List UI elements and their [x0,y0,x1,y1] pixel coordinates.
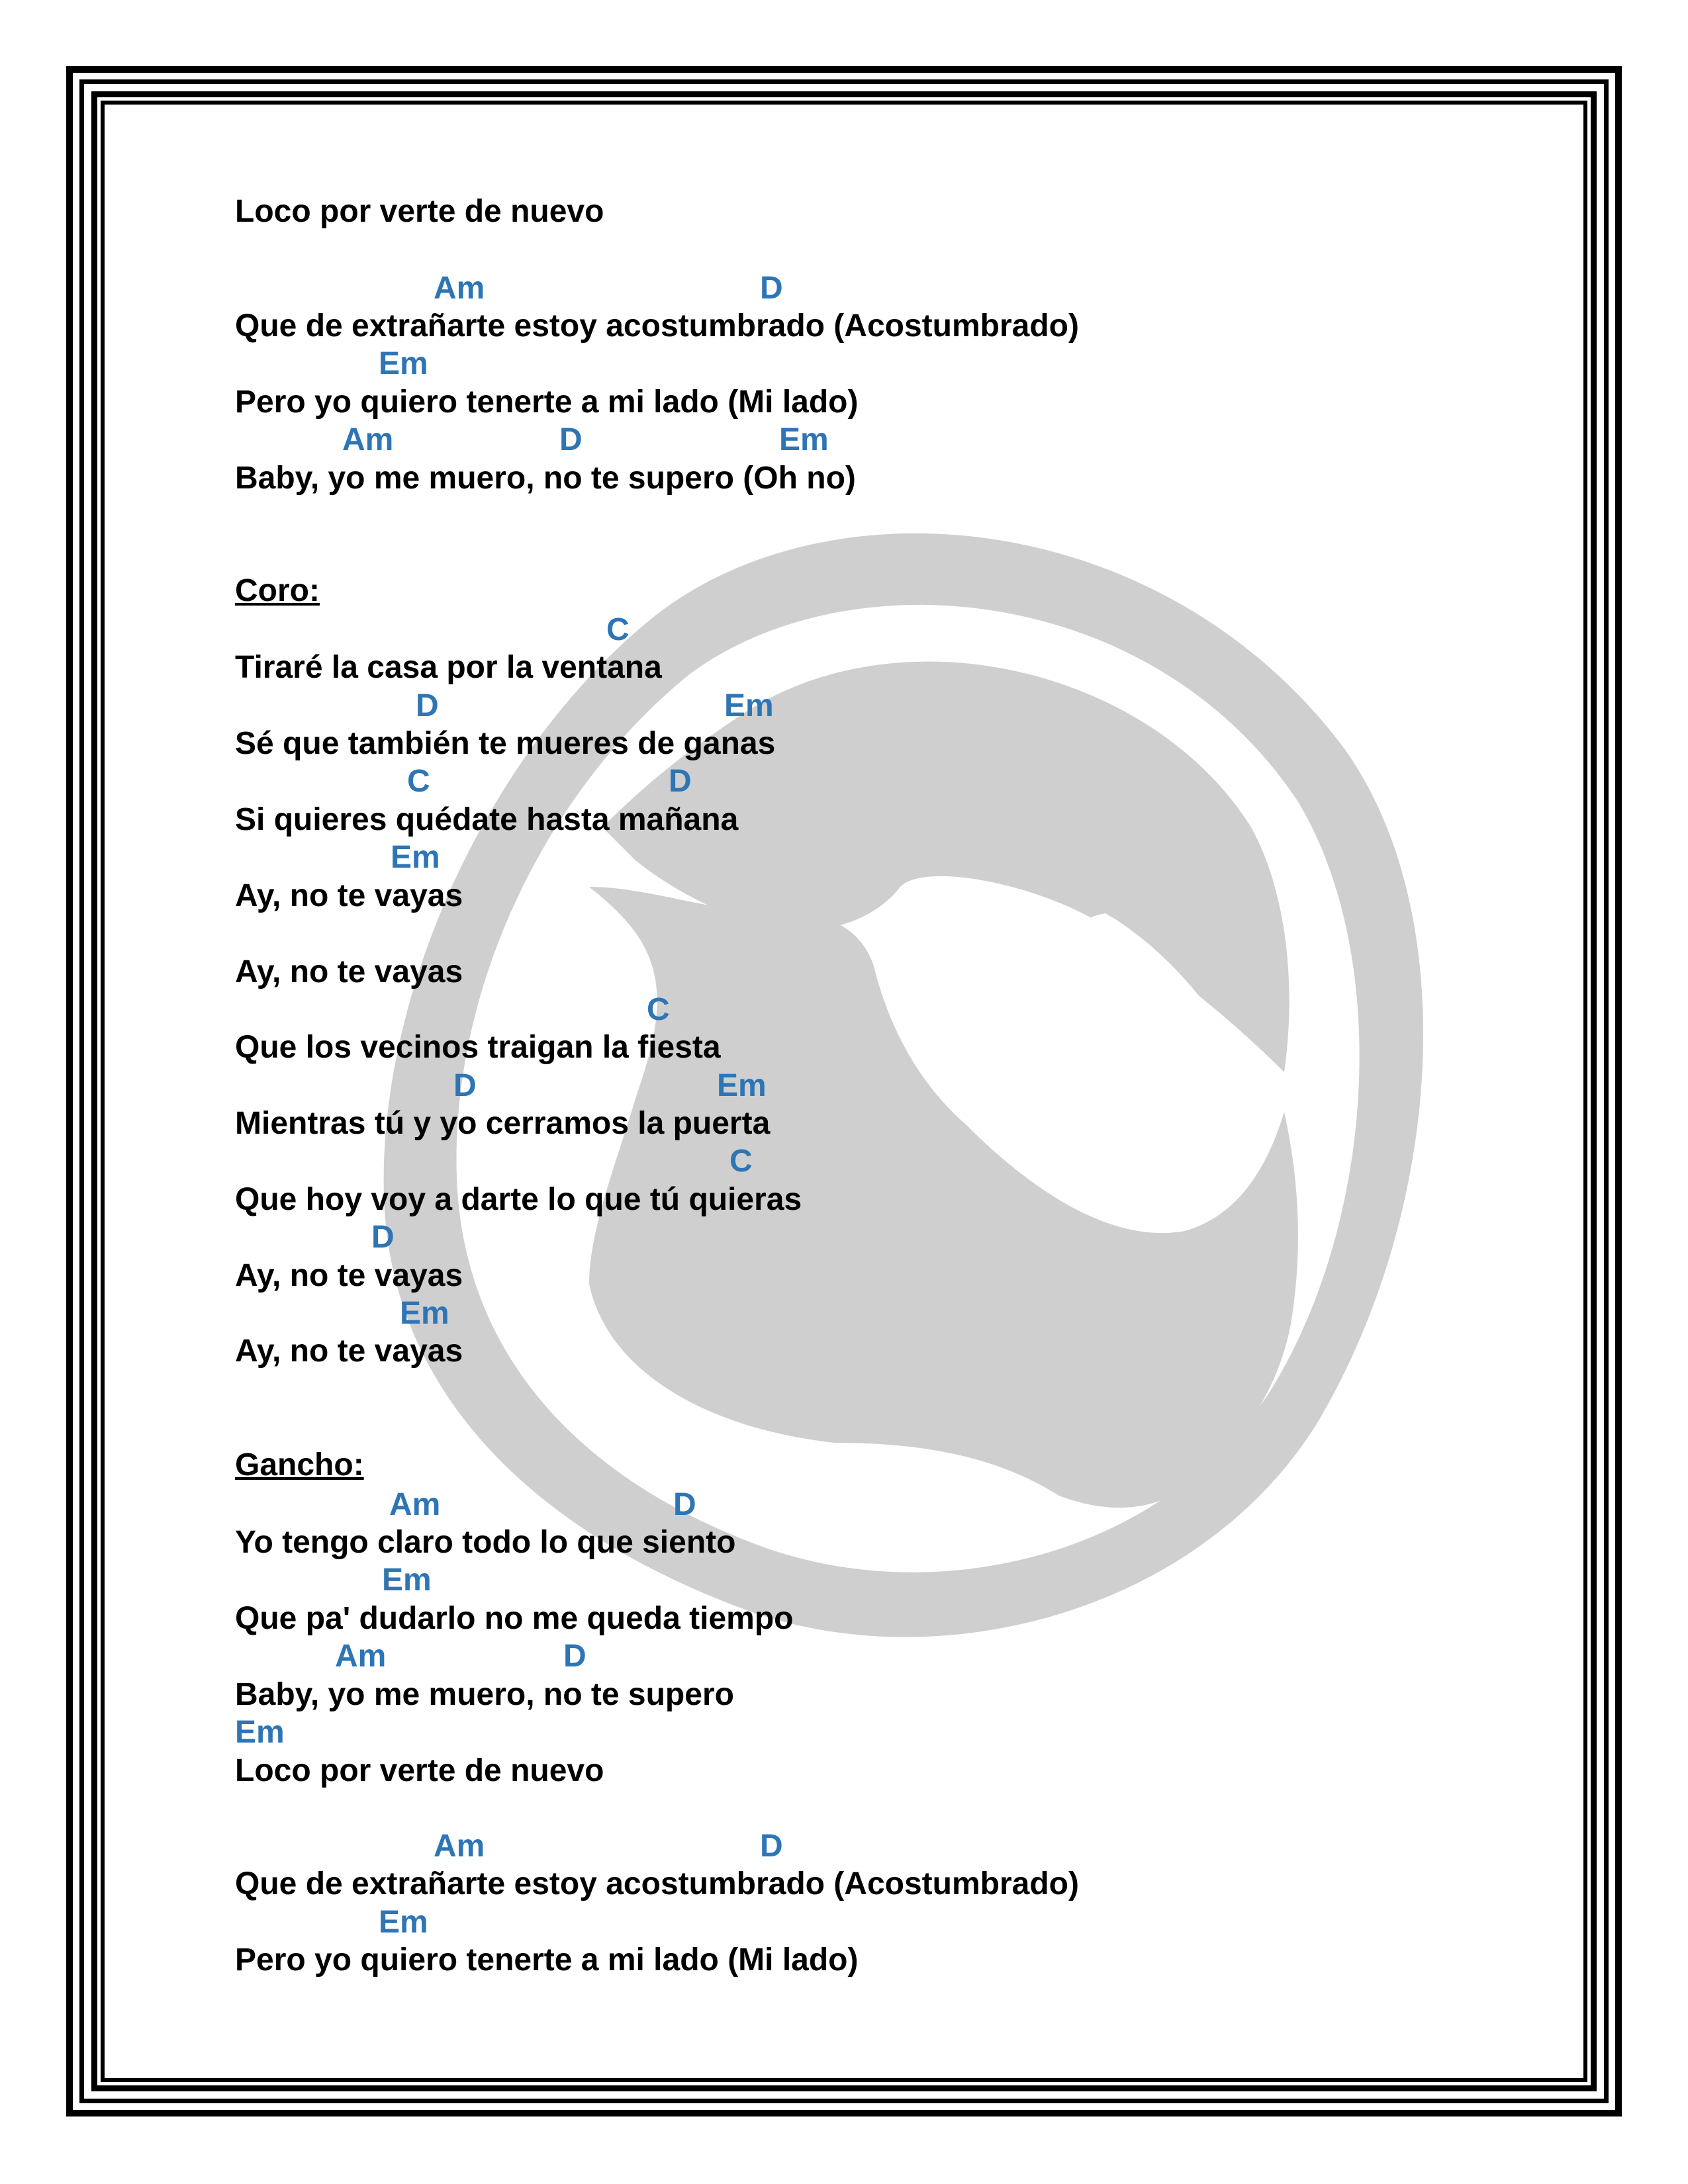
chord-label: Em [779,422,829,457]
lyric-line: Loco por verte de nuevo [235,1753,604,1788]
chord-label: Em [391,840,440,875]
chord-label: Em [235,1715,285,1750]
chord-label: Em [724,688,774,723]
lyric-line: Ay, no te vayas [235,878,463,913]
lyric-line: Baby, yo me muero, no te supero (Oh no) [235,461,856,496]
chord-label: D [453,1068,477,1103]
chord-label: Em [400,1296,449,1331]
lyric-line: Que de extrañarte estoy acostumbrado (Acostumbrado) [235,308,1079,343]
lyric-line: Pero yo quiero tenerte a mi lado (Mi lado) [235,385,859,420]
chord-label: D [673,1487,696,1522]
chord-label: Am [434,271,485,306]
chord-label: Em [379,346,428,381]
chord-label: C [407,764,430,799]
section-heading-gancho: Gancho: [235,1447,364,1482]
lyric-line: Ay, no te vayas [235,1258,463,1293]
chord-label: D [559,422,583,457]
chord-label: C [606,612,630,647]
chord-label: D [371,1220,395,1255]
chord-label: Em [379,1905,428,1940]
chord-label: Am [335,1639,387,1674]
chord-label: C [647,992,670,1027]
chord-label: C [729,1144,753,1179]
lyric-line: Que los vecinos traigan la fiesta [235,1030,721,1065]
lyric-line: Ay, no te vayas [235,1334,463,1369]
lyric-line: Si quieres quédate hasta mañana [235,802,739,837]
chord-label: Am [434,1829,485,1864]
chord-label: D [760,271,783,306]
section-heading-coro: Coro: [235,573,320,608]
lyric-line: Mientras tú y yo cerramos la puerta [235,1106,771,1141]
lyric-line: Que hoy voy a darte lo que tú quieras [235,1182,802,1217]
chord-label: Am [389,1487,441,1522]
lyric-line: Ay, no te vayas [235,954,463,989]
chord-label: D [563,1639,586,1674]
chord-label: Em [382,1563,432,1598]
chord-label: D [669,764,692,799]
chord-label: D [760,1829,783,1864]
lyric-line: Yo tengo claro todo lo que siento [235,1525,736,1560]
lyric-line: Pero yo quiero tenerte a mi lado (Mi lado) [235,1942,859,1978]
chord-label: Am [342,422,394,457]
lyric-line: Sé que también te mueres de ganas [235,726,776,761]
lyric-line: Loco por verte de nuevo [235,194,604,229]
chord-label: Em [717,1068,767,1103]
chord-label: D [416,688,439,723]
lyric-line: Baby, yo me muero, no te supero [235,1677,734,1712]
lyric-line: Que pa' dudarlo no me queda tiempo [235,1601,794,1636]
lyric-line: Que de extrañarte estoy acostumbrado (Acostumbrado) [235,1866,1079,1901]
lyric-line: Tiraré la casa por la ventana [235,650,662,685]
